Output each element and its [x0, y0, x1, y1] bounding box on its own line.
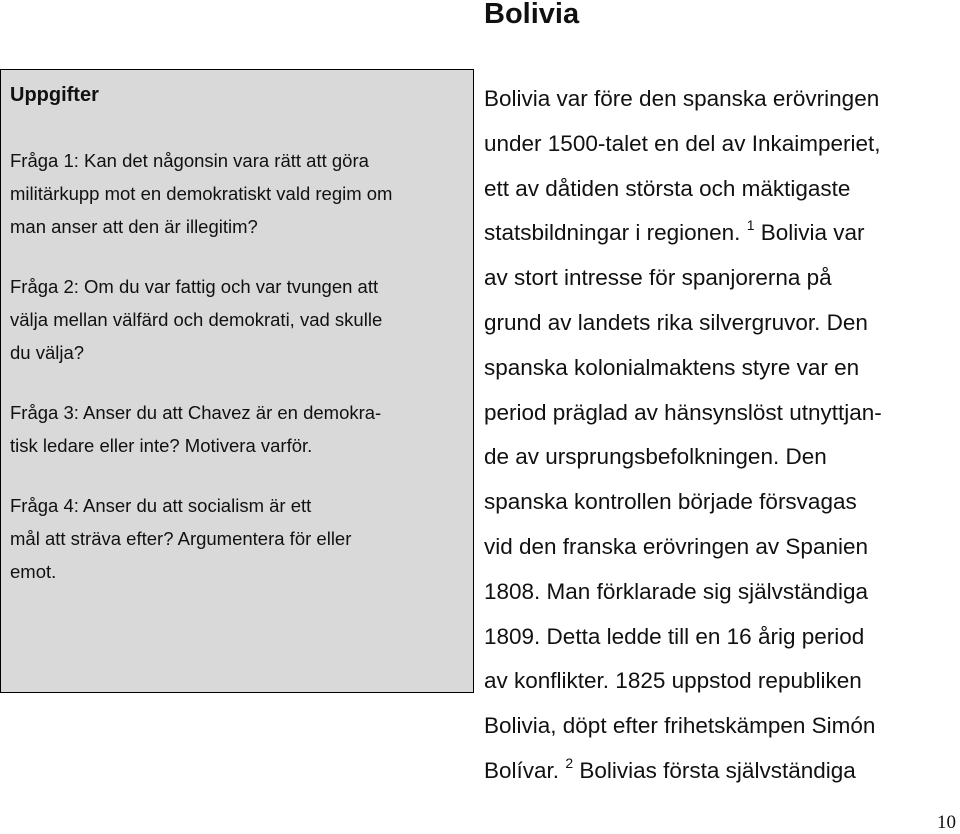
article-line: de av ursprungsbefolkningen. Den	[484, 444, 827, 470]
question-1: Fråga 1: Kan det någonsin vara rätt att göra militärkupp mot en demokratiskt vald regim om man anser att den är illegitim?	[10, 150, 393, 237]
page-number: 10	[937, 812, 956, 833]
footnote-ref-1[interactable]: 1	[746, 217, 755, 234]
article-line: ett av dåtiden största och mäktigaste	[484, 175, 851, 201]
page-title: Bolivia	[484, 0, 580, 30]
article-line: vid den franska erövringen av Spanien	[484, 533, 868, 559]
tasks-box	[0, 69, 474, 693]
question-4: Fråga 4: Anser du att socialism är ett mål att sträva efter? Argumentera för eller emot.	[10, 495, 352, 582]
article-line: under 1500-talet en del av Inkaimperiet,	[484, 130, 881, 156]
article-text	[484, 77, 950, 794]
article-line: spanska kontrollen började försvagas	[484, 489, 857, 515]
article-line: Bolivia, döpt efter frihetskämpen Simón	[484, 713, 876, 739]
tasks-heading: Uppgifter	[10, 84, 99, 106]
article-line: statsbildningar i regionen. $^1$ Bolivia var	[484, 217, 865, 246]
article-line: Bolivia var före den spanska erövringen	[484, 86, 880, 111]
question-2: Fråga 2: Om du var fattig och var tvungen att välja mellan välfärd och demokrati, vad skulle du välja?	[10, 276, 383, 363]
footnote-ref-2[interactable]: 2	[565, 754, 574, 771]
article-line: av stort intresse för spanjorerna på	[484, 265, 832, 291]
article-line: Bolívar. $^2$ Bolivias första självständiga	[484, 754, 856, 783]
article-line: av konflikter. 1825 uppstod republiken	[484, 668, 862, 694]
article-line: 1808. Man förklarade sig självständiga	[484, 578, 868, 604]
question-3: Fråga 3: Anser du att Chavez är en demokra- tisk ledare eller inte? Motivera varför.	[10, 402, 382, 456]
article-line: grund av landets rika silvergruvor. Den	[484, 309, 868, 335]
article-line: spanska kolonialmaktens styre var en	[484, 354, 860, 380]
article-line: period präglad av hänsynslöst utnyttjan-	[484, 399, 882, 425]
article-line: 1809. Detta ledde till en 16 årig period	[484, 623, 865, 649]
